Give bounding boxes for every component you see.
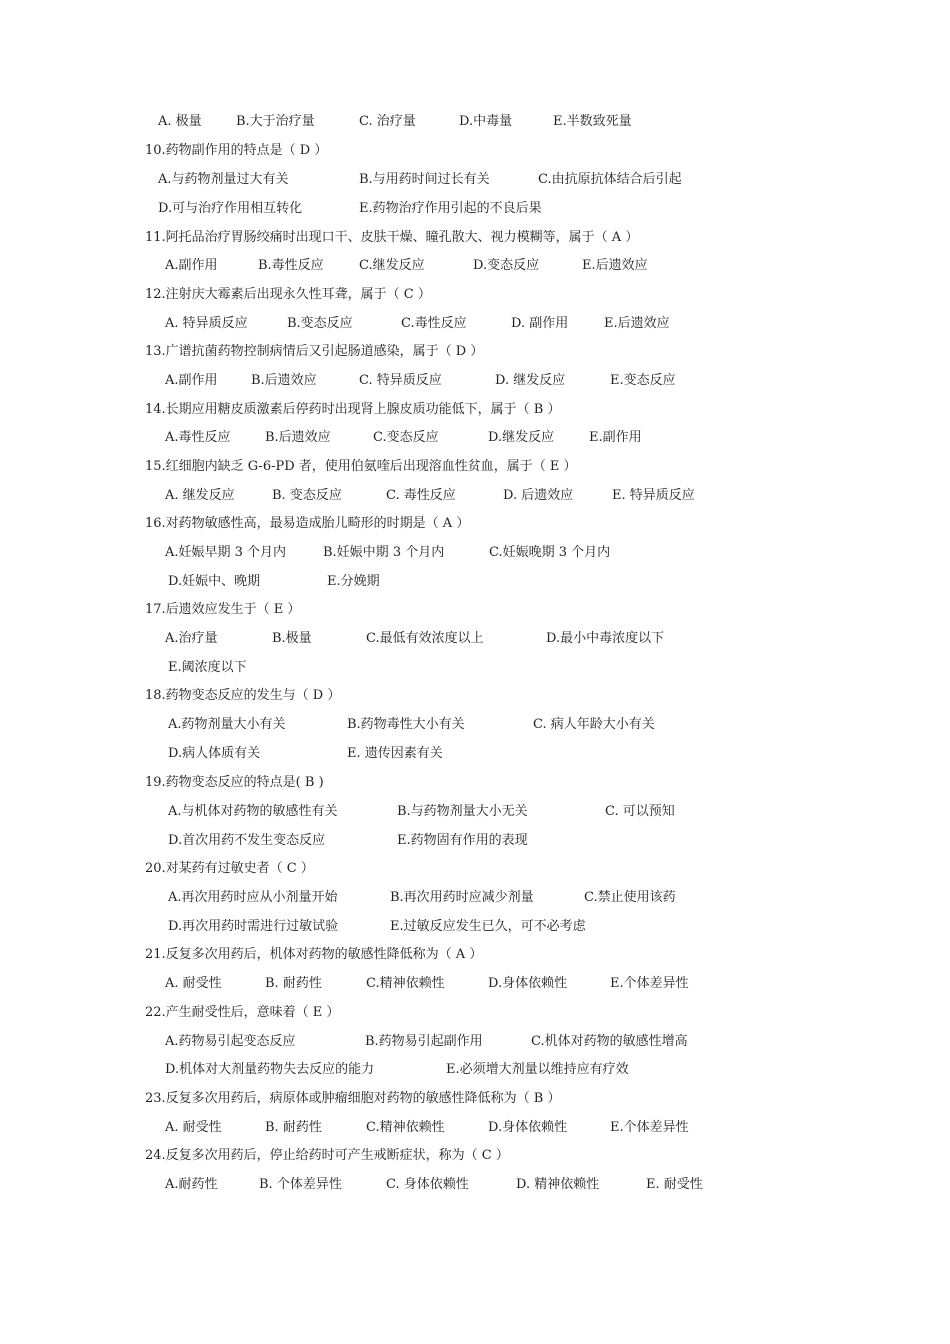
- option-text: A.副作用: [165, 258, 218, 273]
- option-text: E.药物固有作用的表现: [397, 833, 528, 848]
- question-line: [0, 228, 950, 248]
- option-text: B.大于治疗量: [236, 114, 315, 129]
- options-line: [0, 744, 950, 764]
- option-text: E. 耐受性: [646, 1177, 703, 1192]
- option-text: E.变态反应: [610, 373, 676, 388]
- options-line: [0, 1118, 950, 1138]
- options-line: [0, 715, 950, 735]
- option-text: E.后遗效应: [604, 316, 670, 331]
- option-text: E.阈浓度以下: [168, 660, 247, 675]
- option-text: D.最小中毒浓度以下: [546, 631, 665, 646]
- options-line: [0, 170, 950, 190]
- option-text: C.精神依赖性: [366, 1120, 445, 1135]
- options-line: [0, 974, 950, 994]
- option-text: D.可与治疗作用相互转化: [158, 201, 303, 216]
- question-line: [0, 400, 950, 420]
- option-text: D.再次用药时需进行过敏试验: [168, 919, 339, 934]
- option-text: C.继发反应: [359, 258, 425, 273]
- option-text: A. 耐受性: [165, 976, 222, 991]
- option-text: E.个体差异性: [610, 1120, 689, 1135]
- option-text: E.必须增大剂量以维持应有疗效: [446, 1062, 629, 1077]
- option-text: A. 耐受性: [165, 1120, 222, 1135]
- option-text: C.妊娠晚期 3 个月内: [489, 545, 611, 560]
- option-text: E.副作用: [589, 430, 642, 445]
- option-text: C.机体对药物的敏感性增高: [531, 1034, 688, 1049]
- option-text: C. 治疗量: [359, 114, 416, 129]
- option-text: E. 特异质反应: [612, 488, 695, 503]
- question-line: [0, 859, 950, 879]
- option-text: A. 特异质反应: [165, 316, 248, 331]
- option-text: C.禁止使用该药: [584, 890, 676, 905]
- question-text: 19.药物变态反应的特点是( B ): [145, 775, 324, 790]
- option-text: B.再次用药时应减少剂量: [390, 890, 534, 905]
- option-text: B.妊娠中期 3 个月内: [323, 545, 445, 560]
- question-text: 12.注射庆大霉素后出现永久性耳聋，属于（ C ）: [145, 287, 431, 302]
- option-text: C.由抗原抗体结合后引起: [538, 172, 682, 187]
- options-line: [0, 1032, 950, 1052]
- option-text: C. 病人年龄大小有关: [533, 717, 655, 732]
- option-text: B.极量: [272, 631, 312, 646]
- question-line: [0, 285, 950, 305]
- options-line: [0, 256, 950, 276]
- options-line: [0, 629, 950, 649]
- option-text: E.药物治疗作用引起的不良后果: [359, 201, 542, 216]
- options-line: [0, 572, 950, 592]
- option-text: D.机体对大剂量药物失去反应的能力: [165, 1062, 375, 1077]
- options-line: [0, 1175, 950, 1195]
- question-line: [0, 1003, 950, 1023]
- question-line: [0, 342, 950, 362]
- option-text: D.首次用药不发生变态反应: [168, 833, 326, 848]
- option-text: C. 可以预知: [605, 804, 675, 819]
- option-text: C. 特异质反应: [359, 373, 442, 388]
- option-text: C. 身体依赖性: [386, 1177, 469, 1192]
- question-line: [0, 141, 950, 161]
- question-text: 16.对药物敏感性高，最易造成胎儿畸形的时期是（ A ）: [145, 516, 470, 531]
- option-text: B.变态反应: [287, 316, 353, 331]
- option-text: B.与用药时间过长有关: [359, 172, 490, 187]
- question-text: 23.反复多次用药后，病原体或肿瘤细胞对药物的敏感性降低称为（ B ）: [145, 1091, 561, 1106]
- options-line: [0, 831, 950, 851]
- option-text: B.药物毒性大小有关: [347, 717, 465, 732]
- question-text: 14.长期应用糖皮质激素后停药时出现肾上腺皮质功能低下，属于（ B ）: [145, 402, 561, 417]
- question-text: 15.红细胞内缺乏 G-6-PD 者，使用伯氨喹后出现溶血性贫血，属于（ E ）: [145, 459, 577, 474]
- question-text: 21.反复多次用药后，机体对药物的敏感性降低称为（ A ）: [145, 947, 483, 962]
- option-text: A.治疗量: [165, 631, 218, 646]
- options-line: [0, 112, 950, 132]
- option-text: C.精神依赖性: [366, 976, 445, 991]
- question-text: 11.阿托品治疗胃肠绞痛时出现口干、皮肤干燥、瞳孔散大、视力模糊等，属于（ A ）: [145, 230, 639, 245]
- option-text: B.后遗效应: [251, 373, 317, 388]
- options-line: [0, 658, 950, 678]
- option-text: D.变态反应: [473, 258, 540, 273]
- option-text: A.再次用药时应从小剂量开始: [168, 890, 338, 905]
- option-text: D. 后遗效应: [503, 488, 574, 503]
- option-text: B. 耐药性: [265, 1120, 322, 1135]
- option-text: B. 个体差异性: [259, 1177, 342, 1192]
- option-text: D. 副作用: [511, 316, 569, 331]
- option-text: D. 精神依赖性: [516, 1177, 600, 1192]
- option-text: A.妊娠早期 3 个月内: [165, 545, 287, 560]
- question-text: 10.药物副作用的特点是（ D ）: [145, 143, 328, 158]
- question-line: [0, 1089, 950, 1109]
- options-line: [0, 1060, 950, 1080]
- question-line: [0, 514, 950, 534]
- options-line: [0, 371, 950, 391]
- option-text: C.变态反应: [373, 430, 439, 445]
- option-text: D.中毒量: [459, 114, 513, 129]
- question-text: 18.药物变态反应的发生与（ D ）: [145, 688, 341, 703]
- option-text: A.毒性反应: [165, 430, 231, 445]
- option-text: E.分娩期: [327, 574, 380, 589]
- options-line: [0, 802, 950, 822]
- option-text: E.后遗效应: [582, 258, 648, 273]
- options-line: [0, 888, 950, 908]
- option-text: B.后遗效应: [265, 430, 331, 445]
- options-line: [0, 314, 950, 334]
- question-text: 24.反复多次用药后，停止给药时可产生戒断症状，称为（ C ）: [145, 1148, 509, 1163]
- options-line: [0, 428, 950, 448]
- question-line: [0, 1146, 950, 1166]
- option-text: A.与机体对药物的敏感性有关: [168, 804, 338, 819]
- option-text: E.半数致死量: [553, 114, 632, 129]
- option-text: A. 继发反应: [165, 488, 235, 503]
- option-text: A.与药物剂量过大有关: [158, 172, 289, 187]
- option-text: B. 变态反应: [272, 488, 342, 503]
- question-text: 13.广谱抗菌药物控制病情后又引起肠道感染，属于（ D ）: [145, 344, 484, 359]
- option-text: D.妊娠中、晚期: [168, 574, 261, 589]
- question-line: [0, 457, 950, 477]
- option-text: A.药物易引起变态反应: [165, 1034, 296, 1049]
- options-line: [0, 917, 950, 937]
- option-text: E.个体差异性: [610, 976, 689, 991]
- option-text: C. 毒性反应: [386, 488, 456, 503]
- option-text: D.身体依赖性: [488, 976, 568, 991]
- option-text: D.继发反应: [488, 430, 555, 445]
- options-line: [0, 543, 950, 563]
- option-text: C.最低有效浓度以上: [366, 631, 484, 646]
- question-text: 17.后遗效应发生于（ E ）: [145, 602, 301, 617]
- option-text: B. 耐药性: [265, 976, 322, 991]
- options-line: [0, 486, 950, 506]
- option-text: D.身体依赖性: [488, 1120, 568, 1135]
- question-line: [0, 600, 950, 620]
- option-text: E. 遗传因素有关: [347, 746, 443, 761]
- option-text: D.病人体质有关: [168, 746, 261, 761]
- option-text: C.毒性反应: [401, 316, 467, 331]
- option-text: B.与药物剂量大小无关: [397, 804, 528, 819]
- question-line: [0, 773, 950, 793]
- question-line: [0, 686, 950, 706]
- option-text: A. 极量: [158, 114, 202, 129]
- option-text: A.副作用: [165, 373, 218, 388]
- option-text: D. 继发反应: [495, 373, 566, 388]
- option-text: B.毒性反应: [258, 258, 324, 273]
- question-text: 22.产生耐受性后，意味着（ E ）: [145, 1005, 340, 1020]
- option-text: E.过敏反应发生已久，可不必考虑: [390, 919, 586, 934]
- question-line: [0, 945, 950, 965]
- option-text: B.药物易引起副作用: [365, 1034, 483, 1049]
- option-text: A.耐药性: [165, 1177, 218, 1192]
- options-line: [0, 199, 950, 219]
- question-text: 20.对某药有过敏史者（ C ）: [145, 861, 314, 876]
- option-text: A.药物剂量大小有关: [168, 717, 286, 732]
